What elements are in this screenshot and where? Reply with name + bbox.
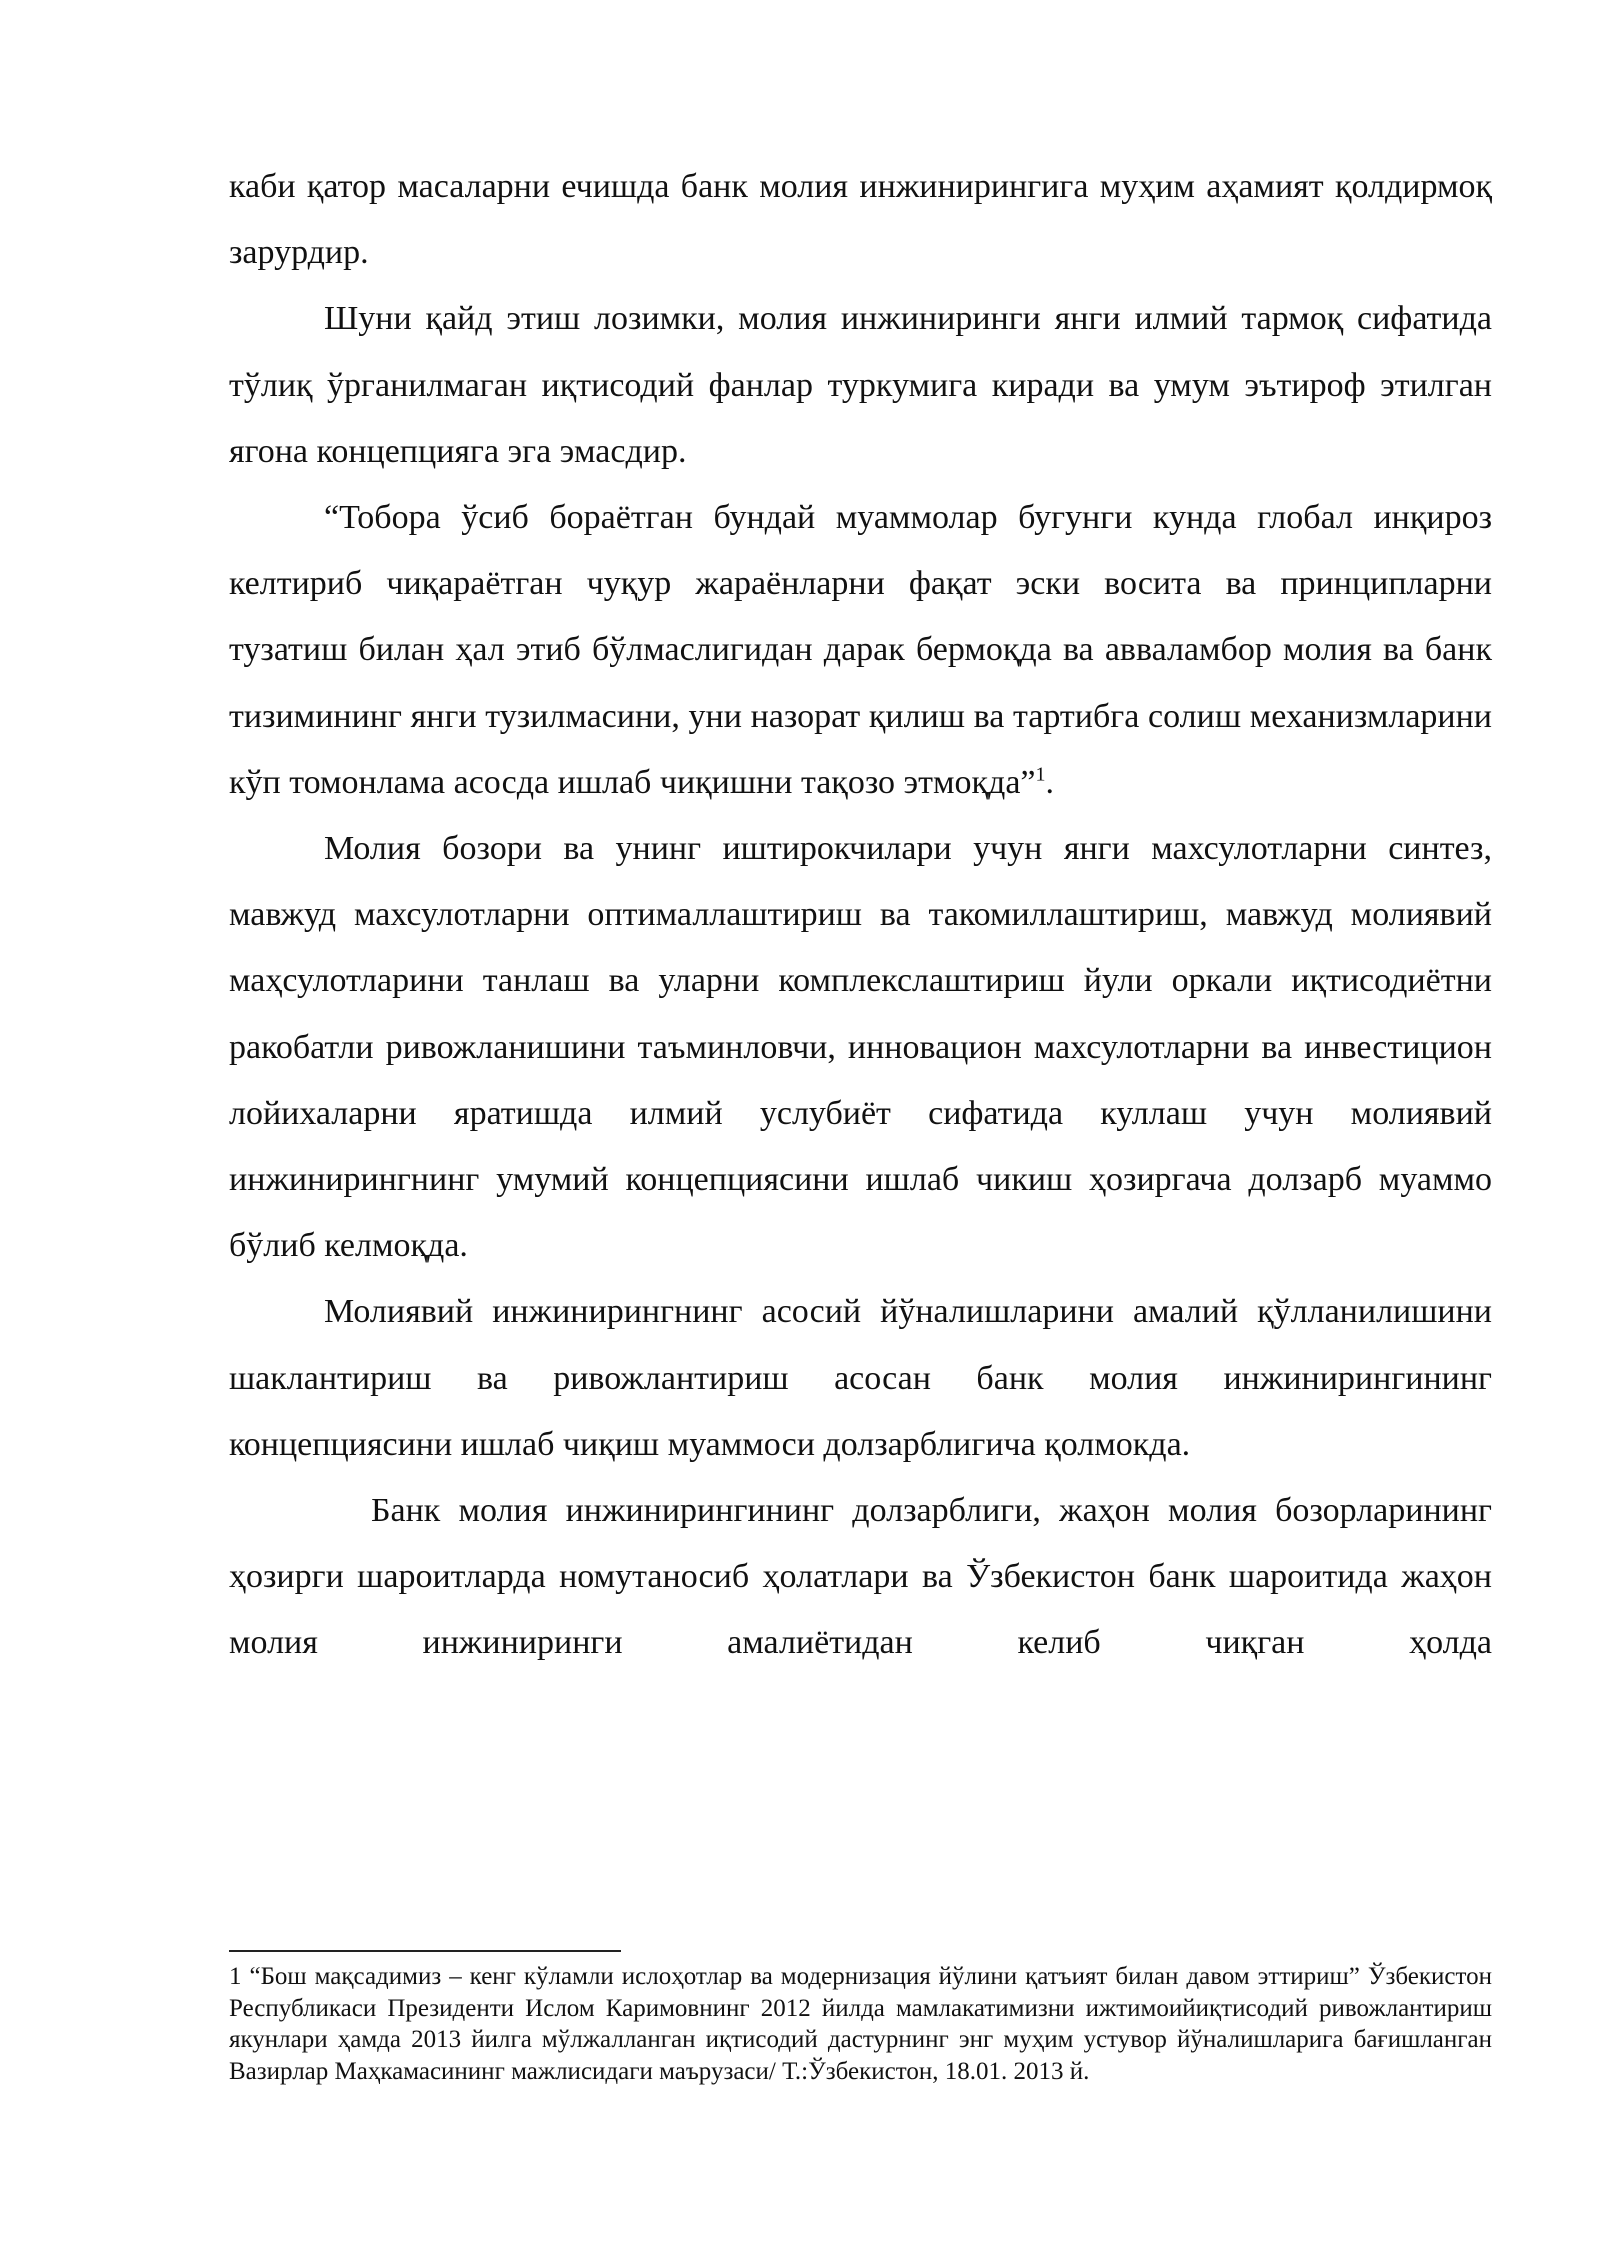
quote-text: “Тобора ўсиб бораётган бундай муаммолар бугунги кунда глобал инқироз келтириб чиқараётган чуқур жараёнларни фақат эски восита ва принципларни тузатиш билан ҳал этиб бўлмаслигидан дарак бермоқда ва авваламбор молия ва банк тизимининг янги тузилмасини, уни назорат қилиш ва тартибга солиш механизмларини кўп томонлама асосда ишлаб чиқишни тақозо этмоқда” [229,499,1492,801]
paragraph-main-directions: Молиявий инжинирингнинг асосий йўналишларини амалий қўлланилишини шаклантириш ва ривожлантириш асосан банк молия инжинирингининг концепциясини ишлаб чиқиш муаммоси долзарблигича қолмокда. [229,1293,1492,1463]
quote-period: . [1045,763,1055,801]
paragraph-financial-market: Молия бозори ва унинг иштирокчилари учун янги махсулотларни синтез, мавжуд махсулотларни оптималлаштириш ва такомиллаштириш, мавжуд молиявий маҳсулотларини танлаш ва уларни комплекслаштириш йули оркали иқтисодиётни ракобатли ривожланишини таъминловчи, инновацион махсулотларни ва инвестицион лойихаларни яратишда илмий услубиёт сифатида куллаш учун молиявий инжинирингнинг умумий концепциясини ишлаб чикиш ҳозиргача долзарб муаммо бўлиб келмоқда. [229,830,1492,1265]
paragraph-bank-relevance: Банк молия инжинирингининг долзарблиги, жаҳон молия бозорларининг ҳозирги шароитларда номутаносиб ҳолатлари ва Ўзбекистон банк шароитида жаҳон молия инжиниринги амалиётидан келиб чиқган ҳолда [229,1492,1492,1662]
footnote-reference: 1 [1035,763,1046,786]
footnote-text: 1 “Бош мақсадимиз – кенг кўламли ислоҳотлар ва модернизация йўлини қатъият билан давом эттириш” Ўзбекистон Республикаси Президенти Ислом Каримовнинг 2012 йилда мамлакатимизни ижтимоийиқтисодий ривожлантириш якунлари ҳамда 2013 йилга мўлжалланган иқтисодий дастурнинг энг муҳим устувор йўналишларига бағишланган Вазирлар Маҳкамасининг мажлисидаги маърузаси/ Т.:Ўзбекистон, 18.01. 2013 й. [229,1963,1492,2085]
paragraph-quote [229,485,1492,816]
footnote-separator [229,1950,621,1952]
paragraph-continuation: каби қатор масаларни ечишда банк молия инжинирингига муҳим аҳамият қолдирмоқ зарурдир. [229,168,1492,272]
body-text [229,154,1492,1677]
paragraph-finance-engineering-concept: Шуни қайд этиш лозимки, молия инжиниринги янги илмий тармоқ сифатида тўлиқ ўрганилмаган иқтисодий фанлар туркумига киради ва умум эътироф этилган ягона концепцияга эга эмасдир. [229,300,1492,470]
